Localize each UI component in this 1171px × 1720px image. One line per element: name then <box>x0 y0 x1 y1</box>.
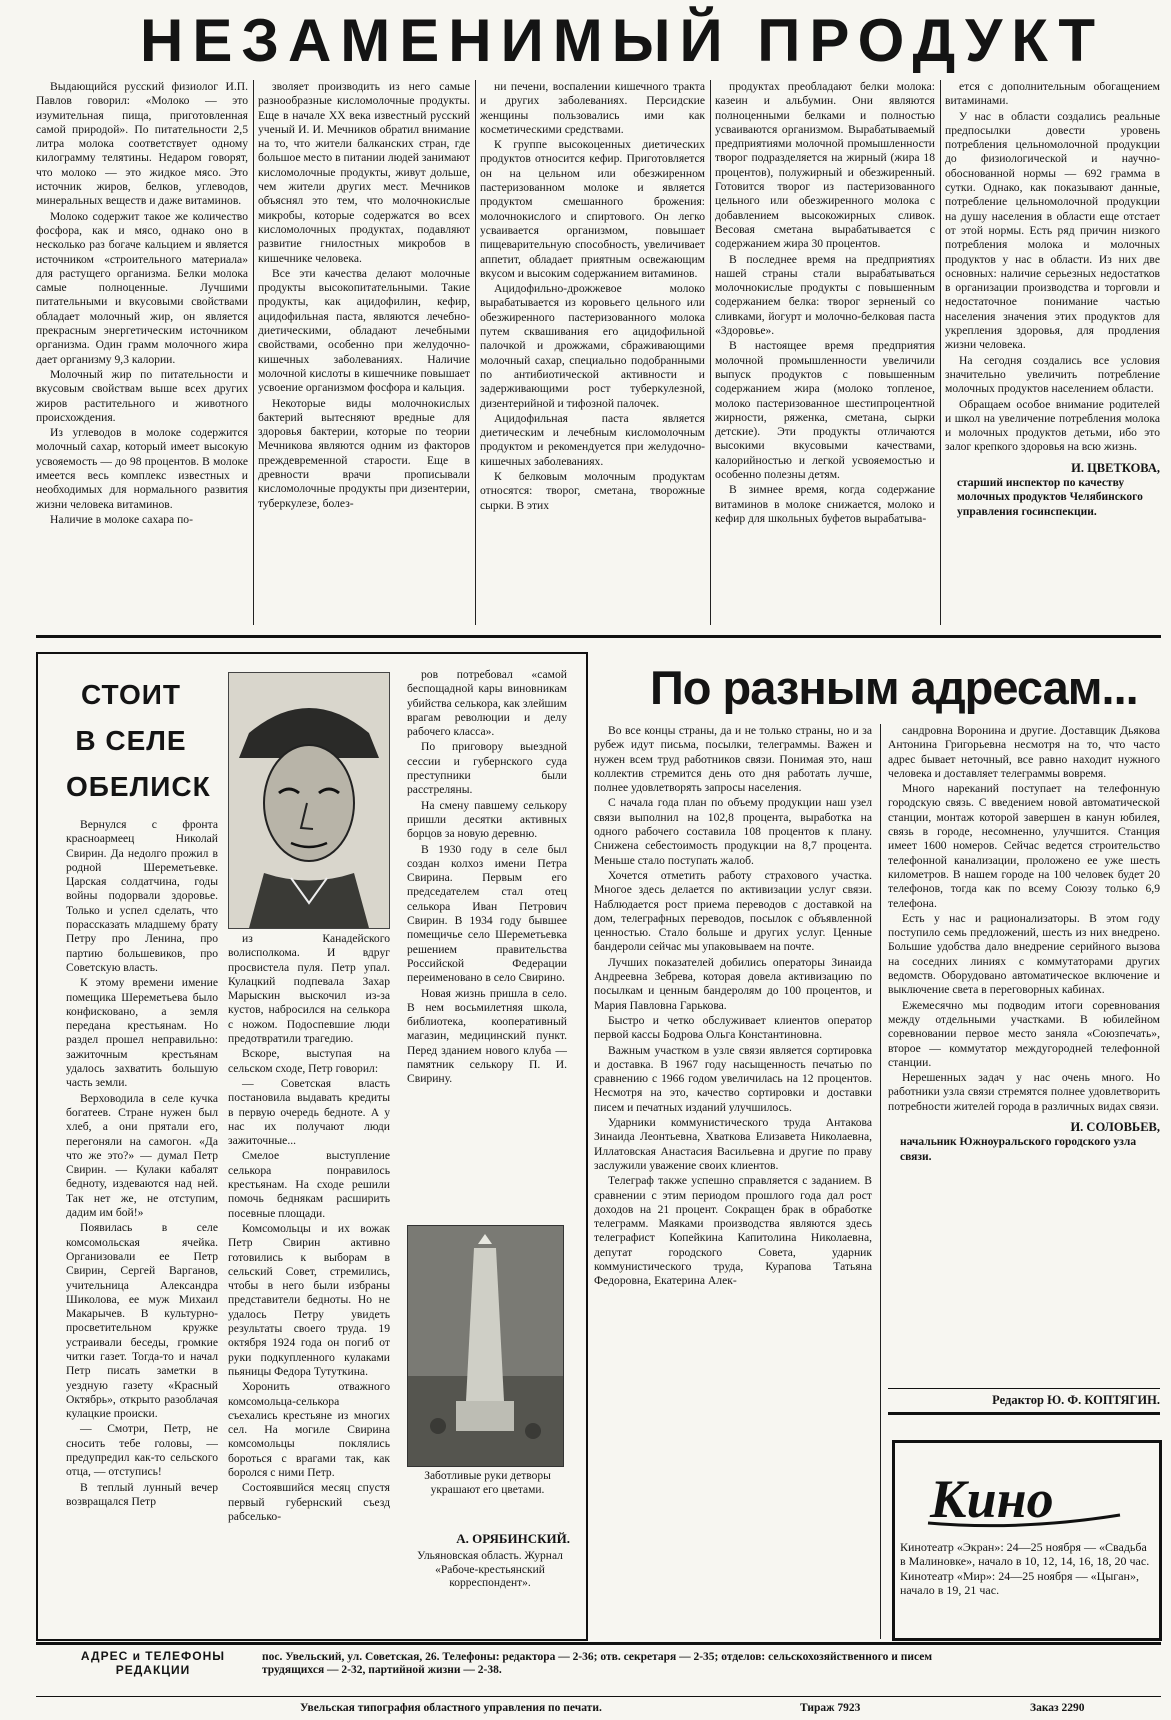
article1-col2 <box>258 80 470 625</box>
editor-credit: Редактор Ю. Ф. КОПТЯГИН. <box>992 1393 1160 1407</box>
kino-logo-mark <box>920 1465 1130 1535</box>
paragraph: В последнее время на предприятиях нашей страны стали вырабатываться молочнокислые продукты с повышенным содержанием белка: творог зерненый со сливками, йогурт и молочно-белковая паста «Здоровье». <box>715 252 935 338</box>
paragraph: Некоторые виды молочнокислых бактерий вытесняют вредные для здоровья бактерии, которые по теории Мечникова являются одним из факторов преждевременной старости. Еще в древности врачи прописывали кисломолочные продукты при дизентерии, туберкулезе, болез- <box>258 396 470 510</box>
paragraph: Хочется отметить работу страхового участка. Многое здесь делается по активизации услуг связи. Наблюдается рост приема переводов с доставкой на дом, телеграфных переводов, посылок с объявленной ценностью. Стало больше и других услуг. Ценные бандероли сейчас мы упаковываем на почте. <box>594 868 872 954</box>
footer-title: АДРЕС и ТЕЛЕФОНЫ РЕДАКЦИИ <box>80 1649 226 1677</box>
footer-divider <box>36 1642 1161 1645</box>
paragraph: Наличие в молоке сахара по- <box>50 512 193 526</box>
paragraph: Молоко содержит такое же количество фосфора, как и мясо, однако оно в несколько раз богаче кальцием и является источником «строительного материала» для растущего организма. Белки молока самые полноценные. Лучшими питательными и вкусовыми свойствами обладает молочный жир, он является прекрасным энергетическим источником организма. Один грамм молочного жира дает организму 9,3 калории. <box>36 209 248 366</box>
article3-signature: И. СОЛОВЬЕВ, <box>1070 1120 1160 1135</box>
article2-col2 <box>228 932 390 1622</box>
footer-address: пос. Увельский, ул. Советская, 26. Телефоны: редактора — 2-36; отв. секретаря — 2-35; отделов: сельскохозяйственного и писем трудящихся — 2-32, партийной жизни — 2-38. <box>262 1651 933 1676</box>
paragraph: Появилась в селе комсомольская ячейка. Организовали ее Петр Свирин, Сергей Варганов, учительница Александра Шиколова, ее муж Михаил Макарычев. В культурно-просветительном кружке устраивали беседы, громкие читки газет. Тогда-то и начал Петр писать заметки в уездную газету «Красный Октябрь», открыто разоблачая кулацкие происки. <box>66 1221 218 1421</box>
paragraph: — Смотри, Петр, не сносить тебе головы, — предупредил как-то сельского отца, — отступись! <box>66 1422 218 1479</box>
portrait-image <box>228 672 390 929</box>
section-divider <box>36 635 1161 638</box>
paragraph: Ежемесячно мы подводим итоги соревнования между отдельными участками. В юбилейном соревновании первое место заняла «Союзпечать», второе — коммутатор междугородней телефонной станции. <box>888 998 1160 1069</box>
printer-line: Увельская типография областного управления по печати. <box>300 1702 602 1714</box>
paragraph: Выдающийся русский физиолог И.П. Павлов говорил: «Молоко — это изумительная пища, приготовленная самой природой». По питательности 2,5 литра молока соответствует одному килограмму телятины. Недаром говорят, что молоко — это жидкое мясо. Это источник жиров, белков, углеводов, минеральных веществ и даже витаминов. <box>36 80 248 208</box>
article2-title <box>66 672 211 810</box>
paragraph: сандровна Воронина и другие. Доставщик Дьякова Антонина Григорьевна несмотря на то, что часто адрес бывает неточный, все равно находит нужного человека и доставляет телеграммы вовремя. <box>888 724 1160 780</box>
paragraph: К белковым молочным продуктам относятся: творог, сметана, творожные сырки. В этих <box>480 470 705 512</box>
article1-col1 <box>36 80 248 625</box>
article3-headline: По разным адресам... <box>650 661 1138 714</box>
circulation: Тираж 7923 <box>800 1702 861 1714</box>
paragraph: Нерешенных задач у нас очень много. Но работники узла связи стремятся полнее удовлетворить потребности жителей города в различных видах связи. <box>888 1071 1160 1113</box>
order-number: Заказ 2290 <box>1030 1702 1085 1714</box>
article2-col3 <box>407 668 567 1218</box>
paragraph: Вскоре, выступая на сельском сходе, Петр говорил: <box>228 1047 390 1075</box>
paragraph: Ацидофильная паста является диетическим и лечебным кисломолочным продуктом и рекомендуется при желудочно-кишечных заболеваниях. <box>480 411 705 468</box>
kino-item: Кинотеатр «Экран»: 24—25 ноября — «Свадьба в Малиновке», начало в 10, 12, 14, 16, 18, 20 час. <box>900 1540 1150 1568</box>
obelisk-photo <box>407 1225 564 1467</box>
paragraph: ется с дополнительным обогащением витаминами. <box>945 80 1160 108</box>
kino-item: Кинотеатр «Мир»: 24—25 ноября — «Цыган», начало в 19, 21 час. <box>900 1569 1139 1597</box>
article2-signature: А. ОРЯБИНСКИЙ. <box>456 1531 570 1546</box>
portrait-drawing <box>229 673 389 928</box>
paragraph: Есть у нас и рационализаторы. В этом году поступило семь предложений, шесть из них внедрено. Большие удобства дало внедрение серийного вызова на соседних линиях с коммутаторами других ведомств. Оборудовано автоматическое включение и выключение света в переговорных кабинах. <box>888 911 1160 997</box>
column-divider <box>475 80 476 625</box>
paragraph: Ударники коммунистического труда Антакова Зинаида Леонтьевна, Хваткова Елизавета Николаевна, Иллатовская Анастасия Васильевна и другие по праву заслужили уважение своих клиентов. <box>594 1116 872 1172</box>
paragraph: Состоявшийся месяц спустя первый губернский съезд рабселько- <box>228 1481 390 1523</box>
column-divider <box>880 724 881 1639</box>
paragraph: Во все концы страны, да и не только страны, но и за рубеж идут письма, посылки, телеграммы. Важен и нужен всем труд работников связи. Понимая это, наш коллектив стремится день ото дня работать лучше, полнее удовлетворять запросы населения. <box>594 724 872 795</box>
editor-divider <box>888 1412 1160 1415</box>
article1-col5 <box>945 80 1160 625</box>
paragraph: В зимнее время, когда содержание витаминов в молоке снижается, молоко и кефир для школьных буфетов вырабатыва- <box>715 483 935 525</box>
article2-col1 <box>66 818 218 1623</box>
paragraph: зволяет производить из него самые разнообразные кисломолочные продукты. Еще в начале XX века известный русский ученый И. И. Мечников обратил внимание на то, что жители балканских стран, где большое место в питании людей занимают кисломолочные продукты, живут дольше, чем жители других мест. Мечников объяснял это тем, что молочнокислые микробы, которые содержатся во всех кисломолочных продуктах, подавляют развитие гнилостных микробов в кишечнике человека. <box>258 80 470 265</box>
paragraph: Телеграф также успешно справляется с заданием. В сравнении с этим периодом прошлого года дал рост доходов на 21 процент. Сокращен брак в обработке телеграмм. Маяками производства являются здесь телеграфист Копейкина Капитолина Николаевна, депутат городского Совета, ударник коммунистического труда, Курапова Татьяна Федоровна, Екатерина Алек- <box>594 1174 872 1288</box>
obelisk-drawing <box>408 1226 563 1466</box>
paragraph: — Советская власть постановила выдавать кредиты в первую очередь бедноте. А у нас их получают люди зажиточные... <box>228 1076 390 1148</box>
paragraph: Новая жизнь пришла в село. В нем восьмилетняя школа, библиотека, кооперативный магазин, медицинский пункт. Перед зданием нового клуба — памятник селькору П. И. Свирину. <box>407 986 567 1086</box>
paragraph: Из углеводов в молоке содержится молочный сахар, который имеет высокую усвояемость — до 98 процентов. В молоке имеется весь комплекс известных и необходимых для нормального развития жизни человека витаминов. <box>36 426 248 511</box>
article1-col4 <box>715 80 935 625</box>
paragraph: Комсомольцы и их вожак Петр Свирин активно готовились к выборам в сельский Совет, стремились, чтобы в него были избраны представители бедноты. Но не удалось Петру увидеть результаты своего труда. 19 октября 1924 года он погиб от руки подкупленного кулаками пьяницы Федора Тутуткина. <box>228 1221 390 1378</box>
article3-signature-role: начальник Южноуральского городского узла связи. <box>900 1136 1137 1163</box>
paragraph: ни печени, воспалении кишечного тракта и других заболеваниях. Персидские женщины пользовались ими как косметическими средствами. <box>480 80 705 136</box>
article3-col1 <box>594 724 872 1639</box>
article1-col3 <box>480 80 705 625</box>
paragraph: Все эти качества делают молочные продукты высокопитательными. Такие продукты, как ацидофилин, кефир, ацидофильная паста, являются лечебно-диетическими, обладают лечебными свойствами, особенно при желудочно-кишечных заболеваниях. Наличие молочной кислоты в кишечнике повышает усвоение организмом фосфора и кальция. <box>258 266 470 395</box>
paragraph: Ацидофильно-дрожжевое молоко вырабатывается из коровьего цельного или обезжиренного пастеризованного молока путем сквашивания его ацидофильной палочкой и дрожжами, сбраживающими молочный сахар, специально подобранными по антибиотической активности и задерживающими рост туберкулезной, дизентерийной и тифозной палочек. <box>480 282 705 410</box>
paragraph: Много нареканий поступает на телефонную городскую связь. С введением новой автоматической станции, монтаж которой завершен в канун юбилея, связь в городе, несомненно, улучшится. Станция имеет 1600 номеров. Сейчас ведется строительство телефонной канализации, проложено ее уже шесть километров. В нашем городе на 100 человек будет 20 телефонов, тогда как по всему Союзу только 6,9 телефона. <box>888 782 1160 910</box>
column-divider <box>253 80 254 625</box>
column-divider <box>940 80 941 625</box>
article1-signature-role: старший инспектор по качеству молочных продуктов Челябинского управления госинспекции. <box>957 477 1143 518</box>
title-line: ОБЕЛИСК <box>66 771 211 802</box>
paragraph: К группе высокоценных диетических продуктов относится кефир. Приготовляется он на цельном или обезжиренном пастеризованном молоке и является продуктом смешанного брожения: молочнокислого и спиртового. Он легко усваивается организмом, повышает пищеварительную способность, увеличивает аппетит, обладает приятным освежающим вкусом и высоким содержанием витаминов. <box>480 138 705 280</box>
paragraph: Быстро и четко обслуживает клиентов оператор первой кассы Бодрова Ольга Константиновна. <box>594 1013 872 1042</box>
paragraph: Смелое выступление селькора понравилось крестьянам. На сходе решили помочь беднякам расширить посевные площади. <box>228 1149 390 1220</box>
kino-logo-text: Кино <box>930 1469 1054 1529</box>
paragraph: С начала года план по объему продукции наш узел связи выполнил на 102,8 процента, выработка на одного рабочего составила 108 процентов к плану. Снижена себестоимость продукции на 8,7 процента. Меньше стало поступать жалоб. <box>594 796 872 867</box>
photo-caption: Заботливые руки детворы украшают его цветами. <box>424 1470 551 1496</box>
footer-divider <box>36 1696 1161 1697</box>
paragraph: У нас в области создались реальные предпосылки довести уровень потребления цельномолочной продукции до физиологической и научно-обоснованной нормы — 692 грамма в сутки. Однако, как показывают данные, потребление цельномолочной продукции на душу населения в области еще отстает от этой нормы. Есть ряд причин низкого потребления молока и молочных продуктов у нас в области. Из них две основных: наличие серьезных недостатков в организации производства и торговли и недостаточное понимание частью населения значения этих продуктов для укрепления здоровья, для продления жизни человека. <box>945 109 1160 352</box>
article1-signature: И. ЦВЕТКОВА, <box>1071 460 1160 475</box>
kino-listings <box>900 1540 1150 1635</box>
paragraph: В настоящее время предприятия молочной промышленности увеличили выпуск продуктов с повышенным содержанием жира (молоко топленое, молоко пастеризованное шестипроцентной жирности, ряженка, сметана, сырки детские). Эти продукты отличаются высокими вкусовыми качествами, калорийностью и легкой усвояемостью и особенно полезны детям. <box>715 339 935 482</box>
paragraph: Молочный жир по питательности и вкусовым свойствам выше всех других жиров растительного и животного происхождения. <box>36 367 248 424</box>
paragraph: Хоронить отважного комсомольца-селькора съехались крестьяне из многих сел. На могиле Свирина комсомольцы поклялись бороться с врагами так, как боролся с ними Петр. <box>228 1380 390 1479</box>
main-headline: НЕЗАМЕНИМЫЙ ПРОДУКТ <box>140 7 1105 74</box>
paragraph: ров потребовал «самой беспощадной кары виновникам убийства селькора, как злейшим врагам революции и делу рабочего класса». <box>407 668 567 739</box>
paragraph: Лучших показателей добились операторы Зинаида Андреевна Зебрева, которая довела активизацию по посылкам и ценным бандеролям до 100 процентов, и Мария Павловна Гарькова. <box>594 955 872 1012</box>
paragraph: К этому времени имение помещика Шереметьева было конфисковано, а земля передана крестьянам. Но раздел прошел неправильно: зажиточным крестьянам удалось захватить большую часть земли. <box>66 976 218 1090</box>
paragraph: На сегодня создались все условия значительно увеличить потребление молочных продуктов населением области. <box>945 353 1160 396</box>
editor-divider <box>888 1388 1160 1389</box>
article2-signature-note: Ульяновская область. Журнал «Рабоче-крестьянский корреспондент». <box>417 1550 563 1589</box>
title-line: В СЕЛЕ <box>75 725 187 756</box>
paragraph: На смену павшему селькору пришли десятки активных борцов за новую деревню. <box>407 798 567 841</box>
paragraph: В 1930 году в селе был создан колхоз имени Петра Свирина. Первым его председателем стал отец селькора Иван Петрович Свирин. В 1934 году бывшее помещичье село Шереметьевка решением правительства Российской Федерации переименовано в село Свирино. <box>407 842 567 985</box>
kino-logo <box>920 1465 1130 1535</box>
column-divider <box>710 80 711 625</box>
paragraph: продуктах преобладают белки молока: казеин и альбумин. Они являются полноценными белками и полностью усваиваются организмом. Вырабатываемый предприятиями молочной промышленности творог подразделяется на жирный (жира 18 процентов), полужирный и обезжиренный. Готовится творог из пастеризованного цельного или обезжиренного молока с добавлением высокожирных сливок. Весовая сметана вырабатывается с содержанием жира 30 процентов. <box>715 80 935 251</box>
paragraph: В теплый лунный вечер возвращался Петр <box>66 1480 218 1508</box>
paragraph: Обращаем особое внимание родителей и школ на увеличение потребления молока и молочных продуктов детьми, ибо это залог крепкого здоровья на всю жизнь. <box>945 397 1160 454</box>
paragraph: Вернулся с фронта красноармеец Николай Свирин. Да недолго прожил в родной Шереметьевке. Царская солдатчина, годы войны подорвали здоровье. Только и успел сделать, что порассказать младшему брату Петру про Ленина, про партию большевиков, про Советскую власть. <box>66 818 218 974</box>
paragraph: из Канадейского волисполкома. И вдруг просвистела пуля. Петр упал. Кулацкий подпевала Захар Марыскин выскочил из-за кустов, набросился на селькора с ножом. Подоспевшие люди предотвратили трагедию. <box>228 932 390 1046</box>
paragraph: Важным участком в узле связи является сортировка и доставка. В 1967 году насыщенность печатью по сравнению с 1966 годом увеличилась на 12 процентов. Несмотря на это, качество сортировки и доставки писем и печатных изданий улучшилось. <box>594 1043 872 1114</box>
paragraph: Верховодила в селе кучка богатеев. Стране нужен был хлеб, а они прятали его, перегоняли на самогон. «Да что же это?» — думал Петр Свирин. — Кулаки кабалят бедноту, издеваются над ней. Так нет же, не отступим, дадим им бой!» <box>66 1091 218 1220</box>
paragraph: По приговору выездной сессии и губернского суда преступники были расстреляны. <box>407 740 567 797</box>
article3-col2 <box>888 724 1160 1384</box>
title-line: СТОИТ <box>81 679 181 710</box>
